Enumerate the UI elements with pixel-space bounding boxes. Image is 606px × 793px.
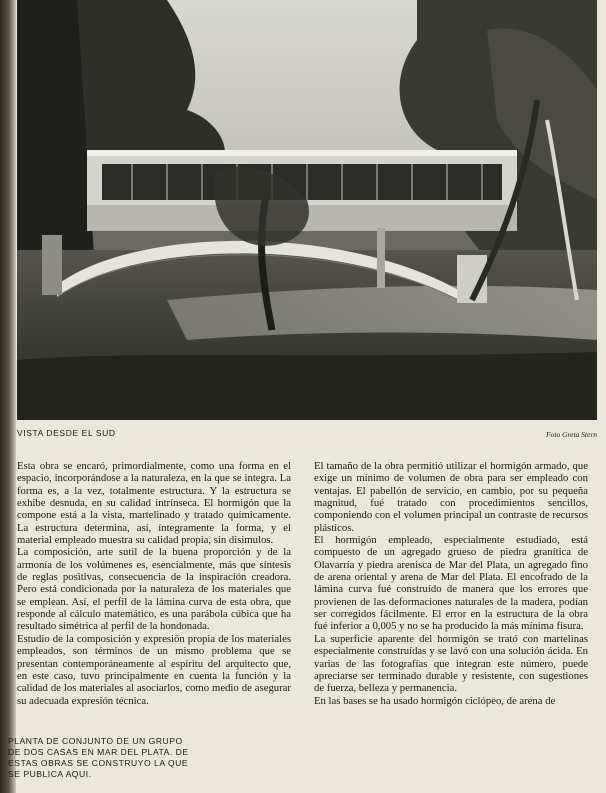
photo-credit: Foto Greta Stern: [546, 430, 597, 439]
text-column-right: [314, 460, 588, 707]
paragraph: La composición, arte sutil de la buena proporción y de la armonía de los volúmenes es, esencialmente, más que síntesis de reglas positivas, consecuencia de la inspiración creadora. Pero está condicionada por la naturaleza de los materiales que se emplean. Así, el perfil de la lámina curva de esta obra, que responde al cálculo matemático, es una parábola cúbica que ha resultado simétrica al perfil de la hondonada.: [17, 546, 291, 633]
plan-caption: PLANTA DE CONJUNTO DE UN GRUPO DE DOS CASAS EN MAR DEL PLATA. DE ESTAS OBRAS SE CONSTRUYO LA QUE SE PUBLICA AQUI.: [8, 736, 189, 779]
paragraph: Estudio de la composición y expresión propia de los materiales empleados, son términos de un mismo problema que se presentan contemporáneamente al espíritu del arquitecto que, en este caso, tuvo principalmente en cuenta la función y la calidad de los materiales al asociarlos, como medio de asegurar su adecuada expresión técnica.: [17, 632, 291, 707]
paragraph: En las bases se ha usado hormigón ciclópeo, de arena de: [314, 694, 556, 707]
paragraph: El tamaño de la obra permitió utilizar el hormigón armado, que exige un mínimo de volumen de obra para ser empleado con ventajas. El pabellón de servicio, en cambio, por su pequeña magnitud, fué tratado con procedimientos sencillos, componiendo con el volumen principal un contraste de recursos plásticos.: [314, 460, 588, 534]
text-column-left: [17, 460, 291, 707]
paragraph: La superficie aparente del hormigón se trató con martelinas especialmente construídas y se lavó con una solución ácida. En varias de las fotografías que integran este número, puede apreciarse ser terminado durable y resistente, con sugestiones de fuerza, belleza y permanencia.: [314, 632, 588, 695]
paragraph: El hormigón empleado, especialmente estudiado, está compuesto de un agregado grueso de piedra granítica de Olavarría y piedra arenisca de Mar del Plata, un agregado fino de arena oriental y arena de Mar del Plata. El encofrado de la lámina curva fué construído de manera que los errores que provienen de las deformaciones naturales de la madera, podían ser corregidos fácilmente. El error en la estructura de la obra fué inferior a 0,005 y no se ha producido la más mínima fisura.: [314, 534, 588, 633]
page-gutter-shadow: [0, 0, 16, 793]
house-bridge-photo: [17, 0, 597, 420]
photo-caption: VISTA DESDE EL SUD: [17, 428, 116, 438]
paragraph: Esta obra se encaró, primordialmente, como una forma en el espacio, incorporándose a la naturaleza, en la que se integra. La forma es, a la vez, totalmente estructura. Y la estructura se exhibe desnuda, en su calidad intrínseca. El hormigón que la compone está a la vista, martelinado y tratado químicamente. La estructura determina, así, íntegramente la forma, y el material empleado muestra su calidad propia, sin disimulos.: [17, 460, 291, 547]
